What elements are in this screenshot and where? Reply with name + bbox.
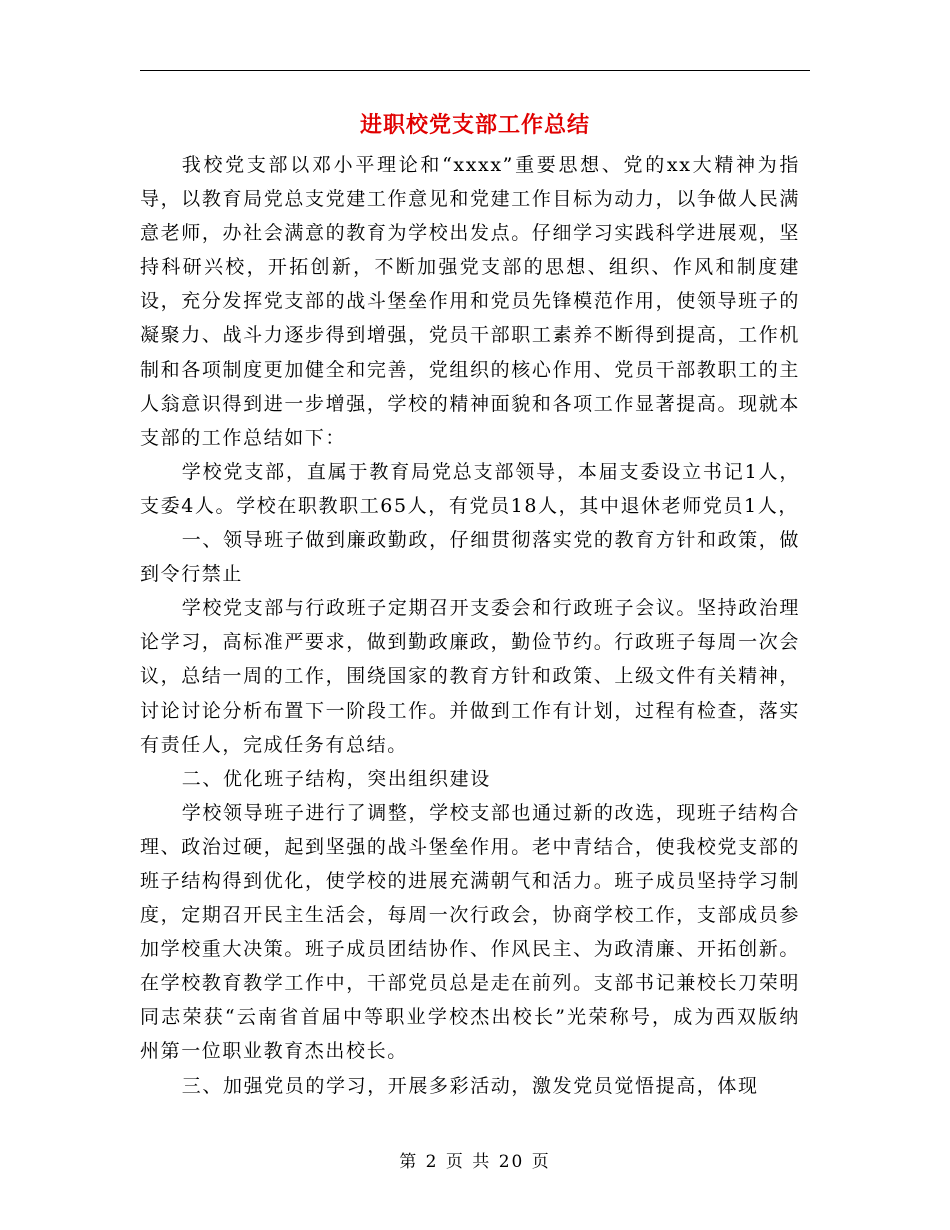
- page-number-footer: 第 2 页 共 20 页: [399, 1152, 551, 1172]
- header-rule: [140, 70, 810, 71]
- document-title: 进职校党支部工作总结: [359, 112, 590, 138]
- document-body: [140, 148, 800, 1103]
- paragraph-intro: 我校党支部以邓小平理论和“xxxx”重要思想、党的xx大精神为指导，以教育局党总支党建工作意见和党建工作目标为动力，以争做人民满意老师，办社会满意的教育为学校出发点。仔细学习实践科学进展观，坚持科研兴校，开拓创新，不断加强党支部的思想、组织、作风和制度建设，充分发挥党支部的战斗堡垒作用和党员先锋模范作用，使领导班子的凝聚力、战斗力逐步得到增强，党员干部职工素养不断得到提高，工作机制和各项制度更加健全和完善，党组织的核心作用、党员干部教职工的主人翁意识得到进一步增强，学校的精神面貌和各项工作显著提高。现就本支部的工作总结如下：: [140, 154, 800, 449]
- section-heading-2: 二、优化班子结构，突出组织建设: [181, 767, 491, 790]
- paragraph-section-1: 学校党支部与行政班子定期召开支委会和行政班子会议。坚持政治理论学习，高标准严要求，做到勤政廉政，勤俭节约。行政班子每周一次会议，总结一周的工作，围绕国家的教育方针和政策、上级文件有关精神，讨论讨论分析布置下一阶段工作。并做到工作有计划，过程有检查，落实有责任人，完成任务有总结。: [140, 597, 800, 756]
- section-heading-3: 三、加强党员的学习，开展多彩活动，激发党员觉悟提高，体现: [181, 1074, 759, 1097]
- paragraph-section-2: 学校领导班子进行了调整，学校支部也通过新的改选，现班子结构合理、政治过硬，起到坚强的战斗堡垒作用。老中青结合，使我校党支部的班子结构得到优化，使学校的进展充满朝气和活力。班子成员坚持学习制度，定期召开民主生活会，每周一次行政会，协商学校工作，支部成员参加学校重大决策。班子成员团结协作、作风民主、为政清廉、开拓创新。在学校教育教学工作中，干部党员总是走在前列。支部书记兼校长刀荣明同志荣获“云南省首届中等职业学校杰出校长”光荣称号，成为西双版纳州第一位职业教育杰出校长。: [140, 801, 800, 1063]
- paragraph-branch-info: 学校党支部，直属于教育局党总支部领导，本届支委设立书记1人，支委4人。学校在职教职工65人，有党员18人，其中退休老师党员1人，: [140, 460, 800, 517]
- section-heading-1: 一、领导班子做到廉政勤政，仔细贯彻落实党的教育方针和政策，做到令行禁止: [140, 529, 800, 586]
